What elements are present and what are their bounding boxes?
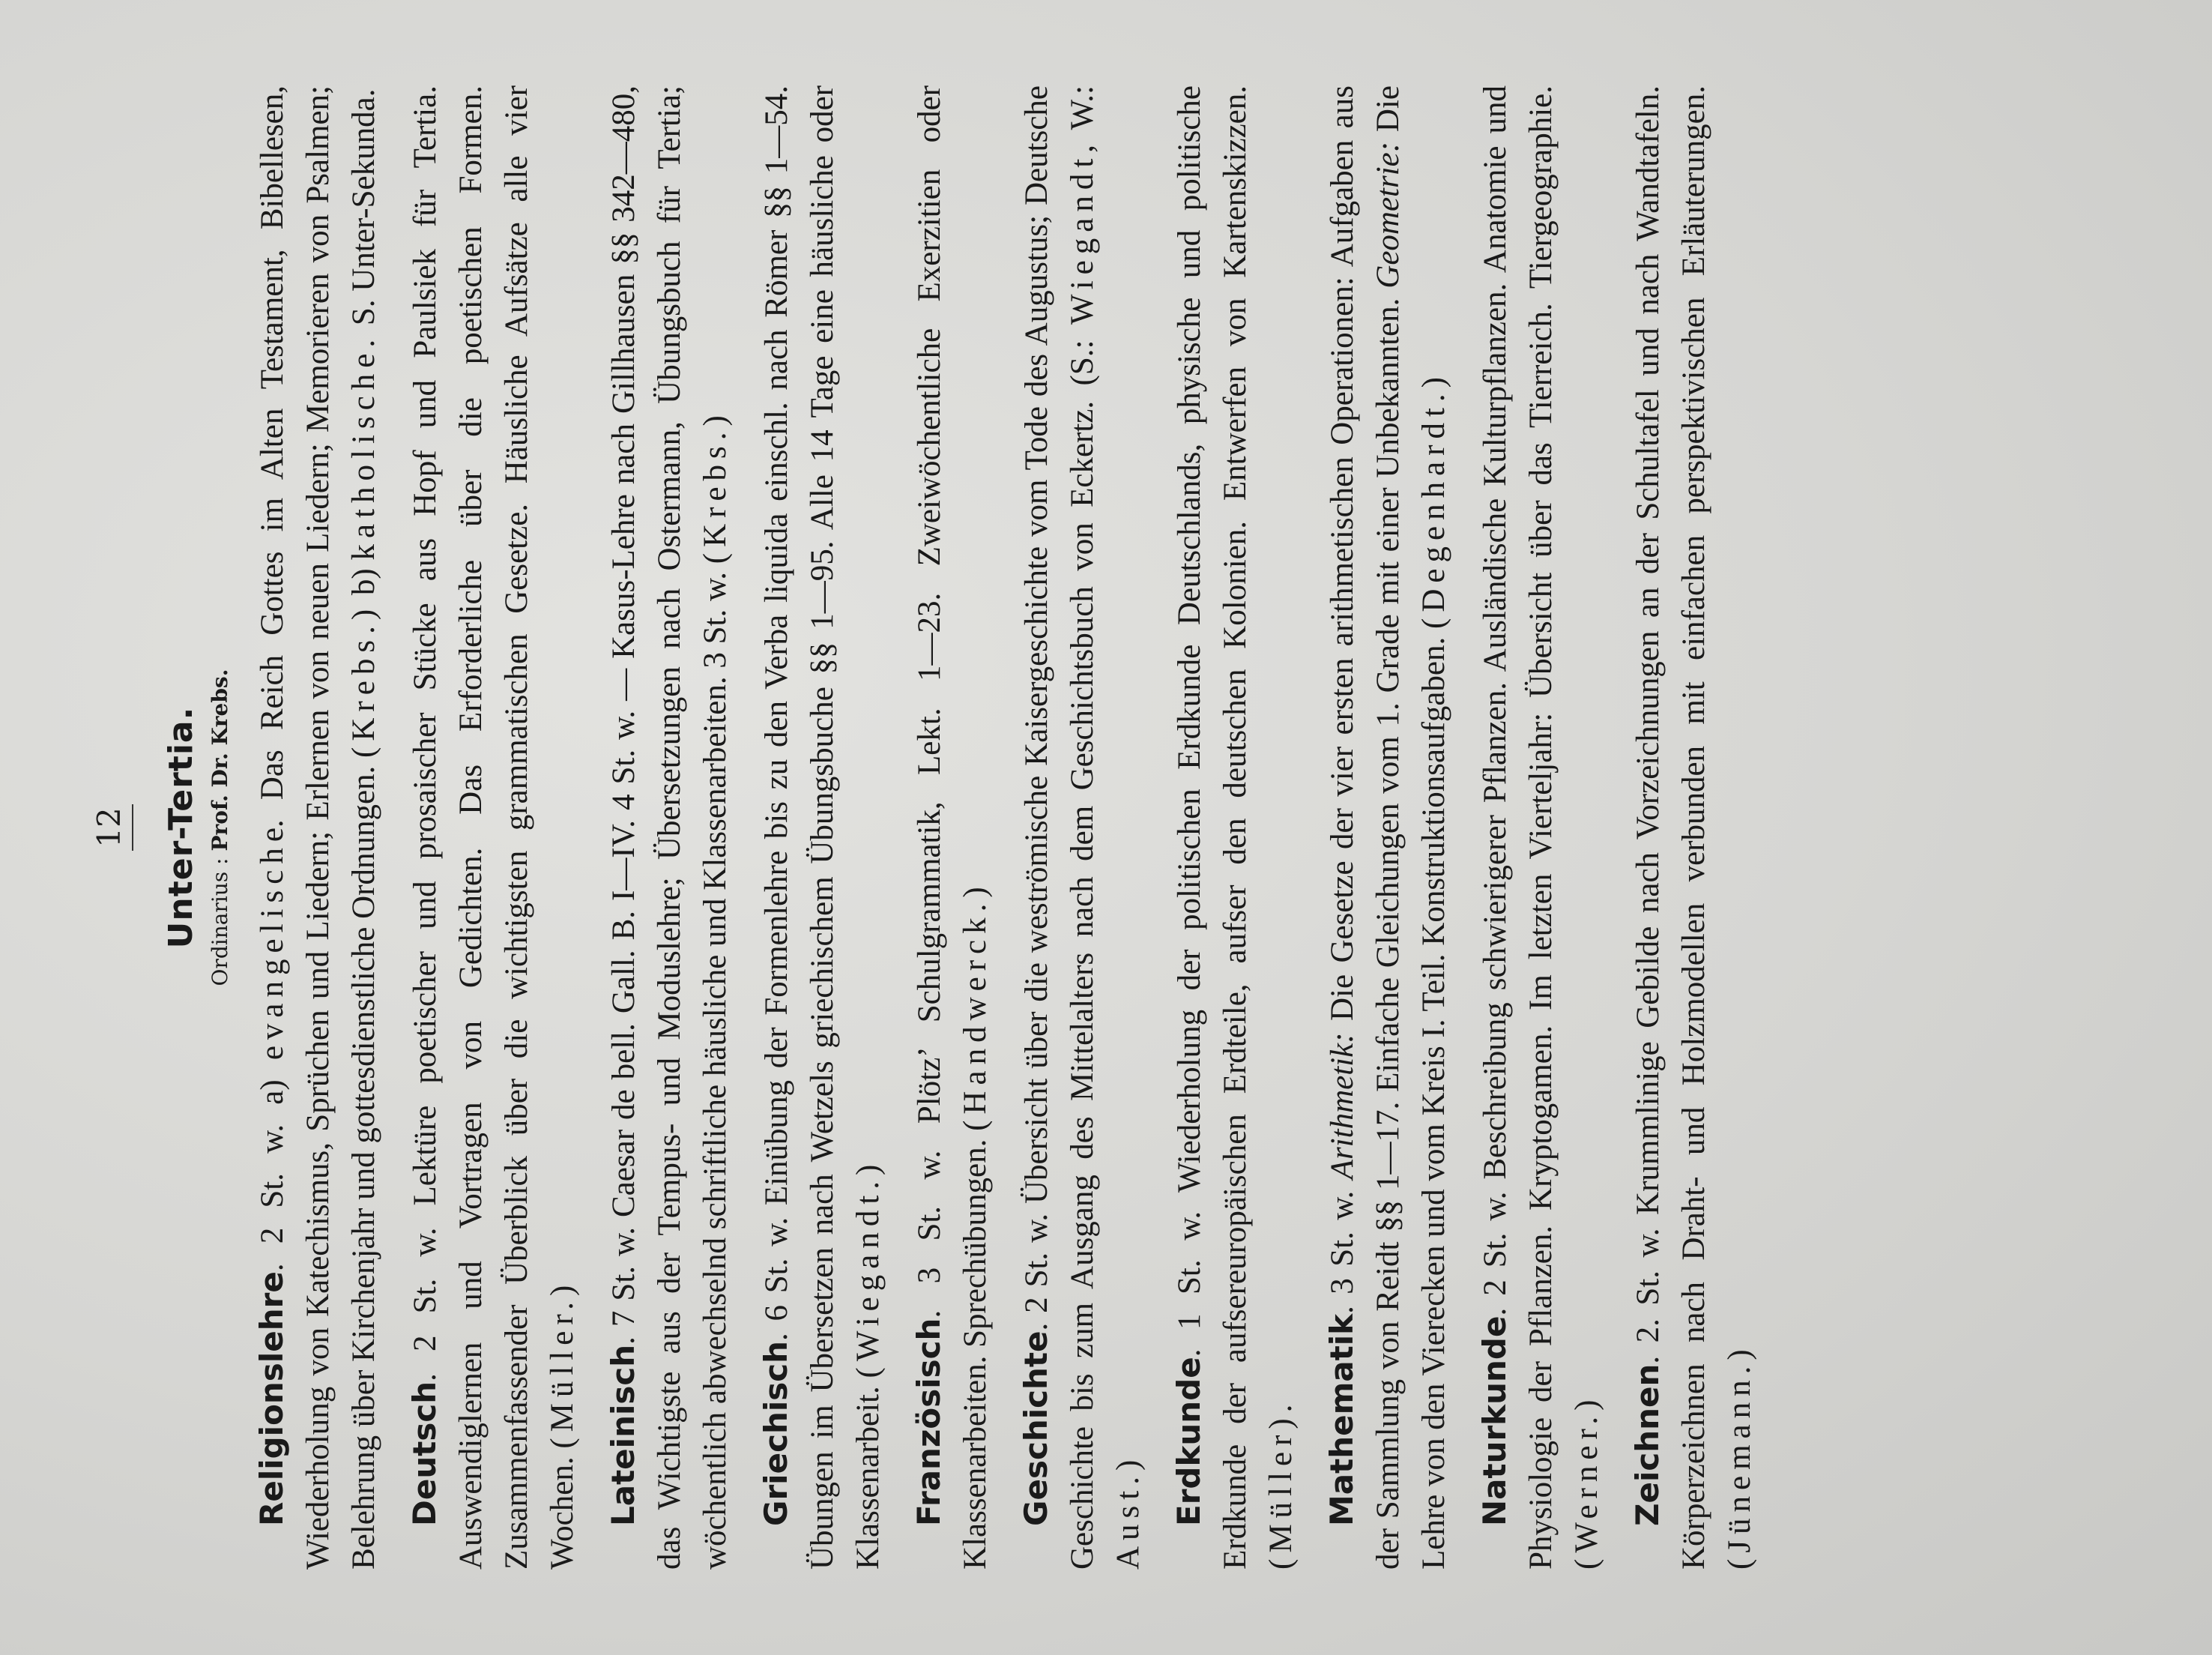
entry-text: . 6 St. w. Einübung der Formenlehre bis zu den Verba liquida einschl. nach Römer §§ 1—54. Übungen im Übersetzen nach Wetzels griechischem Übungsbuche §§ 1—95. Alle 14 Tage eine häusliche oder Klassenarbeit.: [759, 85, 886, 1570]
subject-heading: Zeichnen: [1629, 1363, 1666, 1526]
teacher-name: katholische.: [346, 333, 381, 561]
entry-text: . 3 St. w. Plötz’ Schulgrammatik, Lekt. 1—23. Zweiwöchentliche Exerzitien oder Klassenarbeiten. Sprechübungen.: [912, 85, 993, 1570]
curriculum-entries: [249, 85, 1762, 1570]
ordinarius-line: [208, 85, 232, 1570]
subject-entry-griechisch: [753, 85, 891, 1570]
teacher-name: (Handwerck.): [958, 881, 993, 1131]
teacher-name: (Krebs.): [698, 409, 733, 564]
entry-text: Die Gesetze der vier ersten arithmetischen Operationen: Aufgaben aus der Sammlung von Reidt §§ 1—17. Einfache Gleichungen vom 1. Grade mit einer Unbekannten.: [1325, 85, 1406, 1570]
subject-heading: Deutsch: [406, 1381, 443, 1526]
teacher-name: (Werner.): [1569, 1393, 1604, 1570]
ordinarius-label: Ordinarius :: [208, 857, 232, 986]
teacher-name: Aust.: [1110, 1471, 1146, 1570]
subject-entry-naturkunde: [1472, 85, 1610, 1570]
entry-text: , W.:: [1065, 85, 1100, 153]
entry-text: . 7 St. w. Caesar de bell. Gall. B. I—IV. 4 St. w. — Kasus-Lehre nach Gillhausen §§ 342—480, das Wichtigste aus der Tempus- und Moduslehre; Übersetzungen nach Ostermann, Übungsbuch für Tertia; wöchentlich abwechselnd schriftliche häusliche und Klassenarbeiten. 3 St. w.: [606, 85, 733, 1570]
subject-entry-lateinisch: [600, 85, 738, 1570]
page-number: 12: [91, 807, 127, 848]
subject-heading: Religionslehre: [253, 1271, 290, 1526]
subject-entry-mathematik: [1319, 85, 1457, 1570]
entry-text: b): [346, 560, 381, 603]
entry-text: . 2 St. w. a): [255, 1060, 290, 1272]
teacher-name: (Müller).: [1263, 1398, 1299, 1570]
entry-text: . 2 St. w. Lektüre poetischer und prosaischer Stücke aus Hopf und Paulsiek für Tertia. Auswendiglernen und Vortragen von Gedichten. Das Erforderliche über die poetischen Formen. Zusammenfassender Überblick über die wichtigsten grammatischen Gesetze. Häusliche Aufsätze alle vier Wochen.: [408, 85, 580, 1570]
entry-text: . 2. St. w. Krummlinige Gebilde nach Vorzeichnungen an der Schultafel und nach Wandtafeln. Körperzeichnen nach Draht- und Holzmodellen verbunden mit einfachen perspektivischen Erläuterungen.: [1631, 85, 1711, 1570]
topic-label: Geometrie:: [1371, 141, 1406, 289]
text-column: [91, 85, 2118, 1570]
section-title: Unter-Tertia.: [162, 706, 200, 949]
subject-heading: Lateinisch: [605, 1344, 641, 1526]
entry-text: . 2 St. w. Übersicht über die weströmische Kaisergeschichte vom Tode des Augustus; Deutsche Geschichte bis zum Ausgang des Mittelalters nach dem Geschichtsbuch von Eckertz. (S.:: [1019, 85, 1100, 1570]
ordinarius-name: Prof. Dr. Krebs.: [208, 669, 232, 851]
teacher-name: (Wiegandt.): [850, 1158, 886, 1378]
entry-text: . 3 St. w.: [1325, 1179, 1360, 1314]
topic-label: Arithmetik:: [1325, 1032, 1360, 1180]
subject-entry-zeichnen: [1625, 85, 1762, 1570]
entry-text: S. Unter-Sekunda.: [346, 88, 381, 334]
teacher-name: (Jünemann.): [1722, 1343, 1757, 1570]
page-number-rule: [132, 804, 133, 851]
subject-entry-französisch: [906, 85, 998, 1570]
subject-heading: Mathematik: [1323, 1313, 1360, 1526]
subject-heading: Griechisch: [758, 1340, 794, 1526]
subject-heading: Naturkunde: [1476, 1315, 1513, 1526]
subject-entry-erdkunde: [1166, 85, 1304, 1570]
teacher-name: evangelisch: [255, 842, 290, 1061]
subject-heading: Geschichte: [1018, 1330, 1054, 1526]
subject-entry-geschichte: [1013, 85, 1151, 1570]
teacher-name: (Müller.): [545, 1279, 580, 1449]
subject-entry-deutsch: [402, 85, 585, 1570]
subject-entry-religionslehre: [249, 85, 387, 1570]
entry-text: e. Das Reich Gottes im Alten Testament, Bibellesen, Wiederholung von Katechismus, Sprüchen und Liedern; Erlernen von neuen Liedern; Memorieren von Psalmen; Belehrung über Kirchenjahr und gottesdienstliche Ordnungen.: [255, 85, 381, 1570]
teacher-name: (Degenhardt.): [1416, 371, 1451, 629]
entry-text: . 2 St. w. Beschreibung schwierigerer Pflanzen. Ausländische Kulturpflanzen. Anatomie und Physiologie der Pflanzen. Kryptogamen. Im letzten Vierteljahr: Übersicht über das Tierreich. Tiergeographie.: [1478, 85, 1559, 1570]
entry-text: ): [1110, 1459, 1146, 1471]
teacher-name: Wiegandt: [1065, 152, 1100, 325]
subject-heading: Französisch: [910, 1318, 947, 1526]
subject-heading: Erdkunde: [1170, 1357, 1207, 1526]
entry-text: Die Lehre von den Vierecken und vom Kreis I. Teil. Konstruktionsaufgaben.: [1371, 85, 1451, 1570]
teacher-name: (Krebs.): [346, 603, 381, 758]
entry-text: . 1 St. w. Wiederholung der politischen Erdkunde Deutschlands, physische und politische Erdkunde der aufsereuropäischen Erdteile, aufser den deutschen Kolonien. Entwerfen von Kartenskizzen.: [1172, 85, 1253, 1570]
